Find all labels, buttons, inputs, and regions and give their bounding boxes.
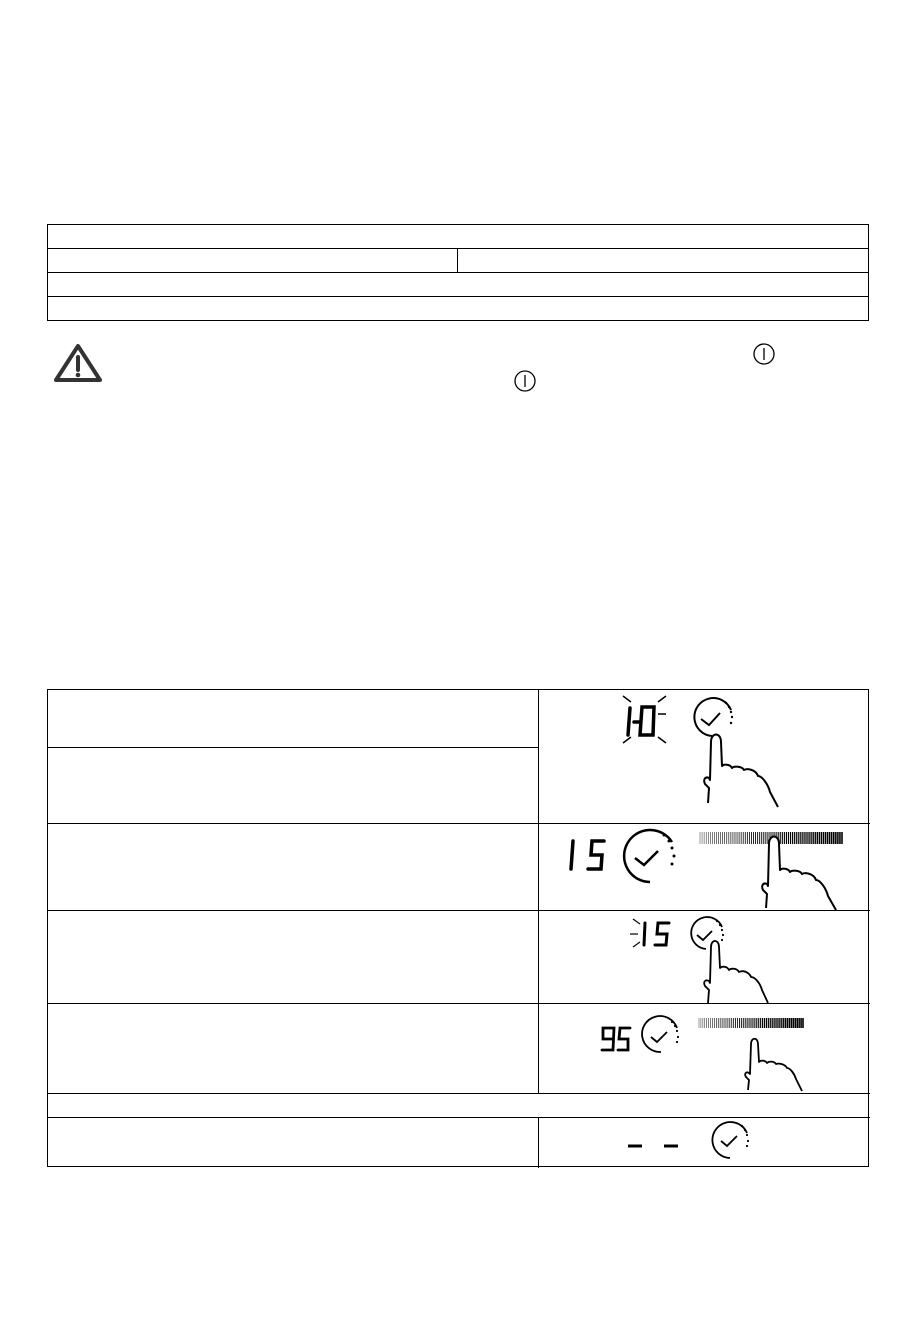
blink-rays <box>630 919 640 947</box>
timer-check-icon <box>694 698 733 736</box>
timer-check-icon <box>642 1016 679 1052</box>
finger-touch-icon <box>704 735 778 808</box>
segment-display <box>644 923 669 945</box>
segment-display <box>628 707 654 735</box>
finger-touch-icon <box>745 1039 802 1091</box>
row-line <box>48 747 538 748</box>
top-table-row-1 <box>48 225 868 249</box>
top-table-cell-right <box>458 249 868 272</box>
top-table-row-2 <box>48 249 868 273</box>
steps-divider <box>538 1117 539 1168</box>
slider-bar-icon <box>699 1018 803 1028</box>
timer-check-icon <box>624 830 675 882</box>
step-5-illustration <box>620 1118 770 1166</box>
step-3-illustration <box>625 913 775 1005</box>
segment-display <box>602 1028 630 1050</box>
top-table-row-3 <box>48 273 868 297</box>
power-icon <box>513 369 537 393</box>
finger-touch-icon <box>762 837 836 911</box>
top-table-cell-left <box>48 249 458 272</box>
step-2-illustration <box>560 824 850 912</box>
finger-touch-icon <box>704 941 768 1003</box>
steps-divider <box>538 690 539 1093</box>
power-icon <box>752 342 776 366</box>
step-1-illustration <box>610 692 800 810</box>
timer-check-icon <box>712 1122 749 1158</box>
warning-triangle-icon <box>52 342 104 384</box>
top-table-row-4 <box>48 297 868 320</box>
segment-display <box>571 841 604 869</box>
step-4-illustration <box>595 1012 815 1094</box>
top-table <box>47 224 869 321</box>
